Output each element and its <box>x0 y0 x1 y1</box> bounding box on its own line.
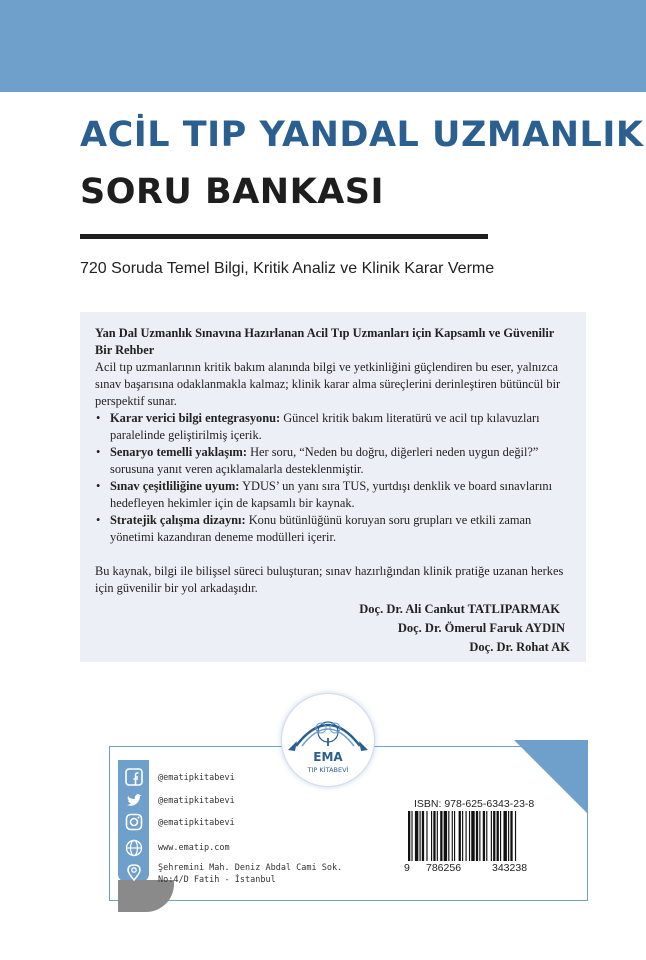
barcode-bar <box>454 811 455 861</box>
author-name: Doç. Dr. Rohat AK <box>469 640 570 654</box>
barcode-bar <box>420 811 421 861</box>
feature-item <box>95 478 571 512</box>
barcode-bar <box>476 811 478 861</box>
barcode-digits-right: 343238 <box>492 862 528 874</box>
closing-paragraph: Bu kaynak, bilgi ile bilişsel süreci buluşturan; sınav hazırlığından klinik pratiğe uzanan herkes için güvenilir bir yol arkadaşıdır. <box>95 564 564 595</box>
barcode-digit-first: 9 <box>404 862 410 874</box>
twitter-handle[interactable]: @ematipkitabevi <box>158 796 235 806</box>
barcode-bar <box>422 811 424 861</box>
barcode-bar <box>408 811 410 861</box>
barcode-bar <box>493 811 495 861</box>
barcode-bar <box>440 811 442 861</box>
publisher-address <box>158 862 342 886</box>
feature-label: Stratejik çalışma dizaynı: <box>110 513 246 527</box>
barcode-bar <box>486 811 487 861</box>
barcode-bar <box>431 811 432 861</box>
feature-item <box>95 444 571 478</box>
barcode-bar <box>503 811 506 861</box>
barcode-bar <box>433 811 435 861</box>
title-line-1: ACİL TIP YANDAL UZMANLIK <box>80 115 644 155</box>
barcode-bar <box>437 811 438 861</box>
description-content <box>95 325 571 597</box>
barcode-bar <box>411 811 412 861</box>
barcode-bar <box>471 811 474 861</box>
globe-icon[interactable] <box>124 838 144 858</box>
author-list <box>359 600 570 657</box>
title-divider <box>80 234 488 239</box>
description-intro: Acil tıp uzmanlarının kritik bakım alanında bilgi ve yetkinliğini güçlendiren bu eser, yalnızca sınav başarısına odaklanmakla kalmaz; klinik karar alma süreçlerini derinleştiren bütüncül bir perspektif sunar. <box>95 360 561 408</box>
feature-item <box>95 410 571 444</box>
barcode-bar <box>466 811 467 861</box>
barcode-bar <box>448 811 449 861</box>
website-link[interactable]: www.ematip.com <box>158 843 230 853</box>
feature-text: Her soru, “Neden bu doğru, diğerleri neden uygun değil?” sorusuna yanıt veren açıklamalarla desteklenmiştir. <box>110 445 539 476</box>
address-line: No:4/D Fatih - İstanbul <box>158 875 276 885</box>
barcode-bar <box>459 811 461 861</box>
barcode-bar <box>508 811 509 861</box>
barcode-bar <box>469 811 470 861</box>
subtitle: 720 Soruda Temel Bilgi, Kritik Analiz ve Klinik Karar Verme <box>80 260 495 277</box>
feature-label: Senaryo temelli yaklaşım: <box>110 445 247 459</box>
barcode-bar <box>426 811 427 861</box>
barcode-bar <box>479 811 480 861</box>
feature-label: Sınav çeşitliliğine uyum: <box>110 479 240 493</box>
author-name: Doç. Dr. Ali Cankut TATLIPARMAK <box>359 602 560 616</box>
barcode-bar <box>452 811 453 861</box>
description-box <box>80 312 586 662</box>
barcode-bar <box>491 811 492 861</box>
facebook-icon[interactable] <box>124 767 144 787</box>
barcode-digits-left: 786256 <box>426 862 462 874</box>
title-line-2: SORU BANKASI <box>80 172 385 212</box>
description-heading: Yan Dal Uzmanlık Sınavına Hazırlanan Acil Tıp Uzmanları için Kapsamlı ve Güvenilir Bir Rehber <box>95 326 555 357</box>
instagram-icon[interactable] <box>124 812 144 832</box>
feature-text: YDUS’ un yanı sıra TUS, yurtdışı denklik ve board sınavlarını hedefleyen hekimler için de kapsamlı bir kaynak. <box>110 479 553 510</box>
feature-label: Karar verici bilgi entegrasyonu: <box>110 411 281 425</box>
isbn-barcode <box>408 811 550 861</box>
author-name: Doç. Dr. Ömerul Faruk AYDIN <box>397 621 565 635</box>
barcode-bar <box>497 811 499 861</box>
feature-item <box>95 512 571 546</box>
barcode-bar <box>500 811 501 861</box>
twitter-icon[interactable] <box>124 791 144 811</box>
barcode-bar <box>515 811 516 861</box>
feature-text: Güncel kritik bakım literatürü ve acil tıp kılavuzları paralelinde geliştirilmiş içerik. <box>110 411 540 442</box>
isbn-label: ISBN: 978-625-6343-23-8 <box>414 798 535 810</box>
location-pin-icon <box>124 862 144 882</box>
feature-text: Konu bütünlüğünü koruyan soru grupları ve etkili zaman yönetimi kazandıran deneme modülleri içerir. <box>110 513 532 544</box>
logo-text: EMA <box>313 750 343 764</box>
tree-emblem-icon <box>282 694 374 786</box>
barcode-bar <box>444 811 447 861</box>
publisher-logo <box>281 693 375 787</box>
barcode-bar <box>415 811 418 861</box>
facebook-handle[interactable]: @ematipkitabevi <box>158 773 235 783</box>
top-color-band <box>0 0 646 92</box>
logo-subtext: TIP KİTABEVİ <box>307 766 349 774</box>
instagram-handle[interactable]: @ematipkitabevi <box>158 818 235 828</box>
barcode-bar <box>510 811 512 861</box>
barcode-bar <box>483 811 485 861</box>
address-line: Şehremini Mah. Deniz Abdal Cami Sok. <box>158 863 343 873</box>
feature-list <box>95 410 571 546</box>
barcode-bar <box>462 811 463 861</box>
